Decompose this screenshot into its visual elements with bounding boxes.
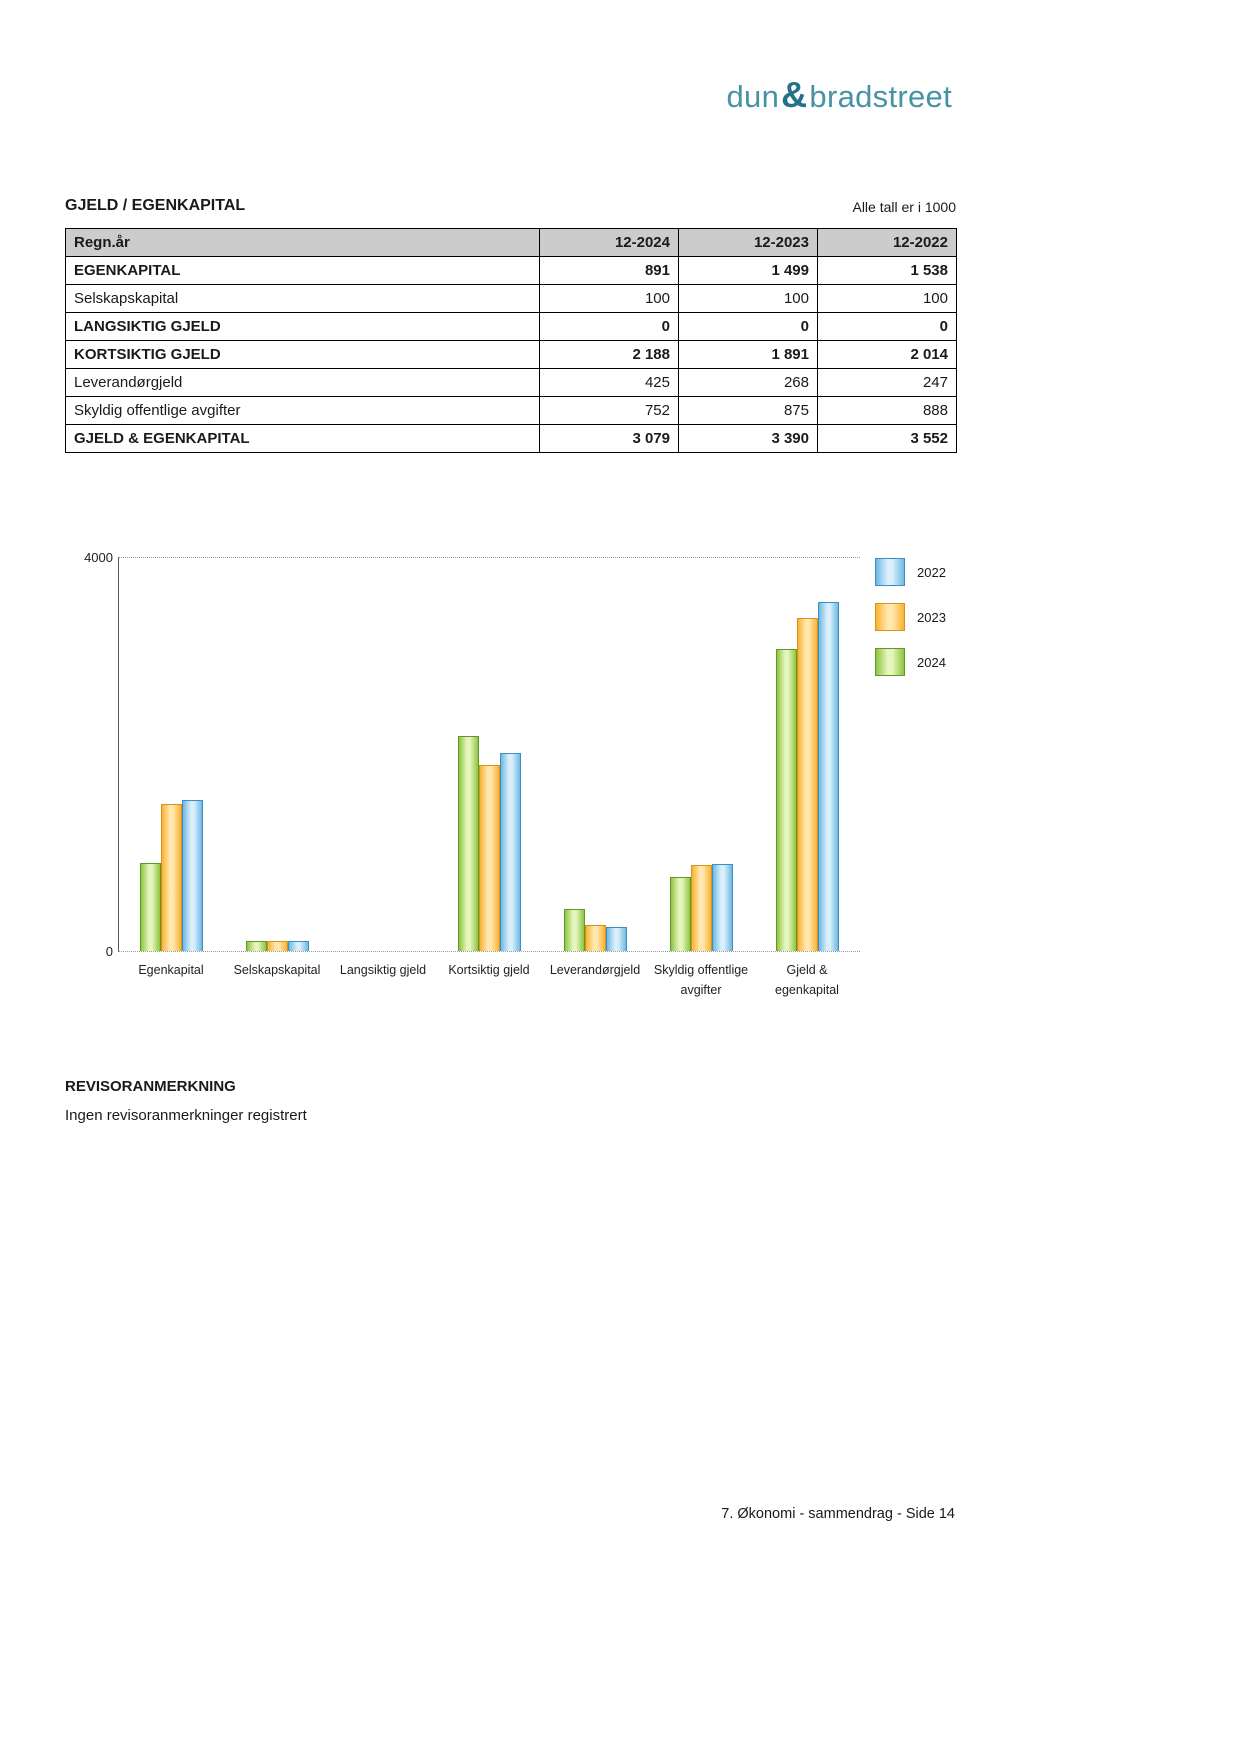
bar-2023 [691,865,712,951]
chart-plot [84,550,860,959]
category-label: Kortsiktig gjeld [448,963,530,977]
logo-bradstreet: bradstreet [809,79,952,114]
chart-legend [875,558,946,676]
legend-swatch-2022 [875,558,905,586]
bar-2022 [606,927,627,951]
row-value: 100 [818,285,957,313]
debt-equity-table [65,228,957,453]
bar-group [225,558,331,951]
legend-item-2022 [875,558,946,586]
page-footer: 7. Økonomi - sammendrag - Side 14 [721,1506,955,1522]
table-row-leverandorgjeld [66,369,957,397]
section-header [65,197,956,215]
category-label: Skyldig offentlige avgifter [653,963,749,997]
table-row-egenkapital [66,257,957,285]
row-value: 2 188 [540,341,679,369]
legend-swatch-2024 [875,648,905,676]
category-label: Egenkapital [138,963,204,977]
row-value: 3 552 [818,425,957,453]
bar-group [331,558,437,951]
dun-bradstreet-logo [726,74,952,116]
row-value: 888 [818,397,957,425]
bar-group [119,558,225,951]
row-label: Selskapskapital [66,285,540,313]
row-value: 1 891 [679,341,818,369]
row-value: 3 079 [540,425,679,453]
bar-group [542,558,648,951]
table-row-langsiktig-gjeld [66,313,957,341]
row-value: 2 014 [818,341,957,369]
category-label: Selskapskapital [233,963,321,977]
table-row-gjeld-egenkapital [66,425,957,453]
bar-2022 [500,753,521,951]
bar-2023 [267,941,288,951]
y-axis-min-label: 0 [105,944,113,959]
bar-2024 [458,736,479,951]
row-value: 752 [540,397,679,425]
row-value: 3 390 [679,425,818,453]
bar-2023 [161,804,182,951]
row-label: Leverandørgjeld [66,369,540,397]
row-label: GJELD & EGENKAPITAL [66,425,540,453]
bar-2023 [585,925,606,951]
legend-label-2022: 2022 [917,564,946,580]
revisor-heading: REVISORANMERKNING [65,1078,236,1095]
revisor-text: Ingen revisoranmerkninger registrert [65,1107,307,1124]
table-row-kortsiktig-gjeld [66,341,957,369]
row-value: 268 [679,369,818,397]
category-label: Langsiktig gjeld [339,963,427,977]
unit-note: Alle tall er i 1000 [852,199,956,215]
legend-item-2023 [875,603,946,631]
col-header-12-2022: 12-2022 [818,229,957,257]
category-label: Gjeld & egenkapital [775,963,839,997]
row-value: 0 [679,313,818,341]
y-axis-max-label: 4000 [84,550,113,565]
category-label: Leverandørgjeld [549,963,641,977]
legend-swatch-2023 [875,603,905,631]
row-value: 1 538 [818,257,957,285]
col-header-12-2024: 12-2024 [540,229,679,257]
row-value: 0 [818,313,957,341]
row-label: KORTSIKTIG GJELD [66,341,540,369]
bar-2022 [182,800,203,951]
row-value: 1 499 [679,257,818,285]
bar-2024 [140,863,161,951]
table-row-skyldig-offentlige-avgifter [66,397,957,425]
legend-label-2023: 2023 [917,609,946,625]
row-value: 425 [540,369,679,397]
bar-2023 [479,765,500,951]
bar-2022 [818,602,839,951]
row-label: LANGSIKTIG GJELD [66,313,540,341]
row-label: Skyldig offentlige avgifter [66,397,540,425]
bar-2024 [246,941,267,951]
bar-2024 [670,877,691,951]
chart-xlabels [118,960,860,1000]
row-value: 100 [679,285,818,313]
row-value: 891 [540,257,679,285]
bar-group [437,558,543,951]
table-header-row [66,229,957,257]
row-value: 247 [818,369,957,397]
table-row-selskapskapital [66,285,957,313]
bar-2022 [712,864,733,951]
bar-group [754,558,860,951]
bar-2024 [776,649,797,952]
logo-dun: dun [726,79,780,114]
bar-2024 [564,909,585,951]
row-label: EGENKAPITAL [66,257,540,285]
bar-2022 [288,941,309,951]
logo-ampersand-icon: & [781,74,808,115]
section-title: GJELD / EGENKAPITAL [65,197,246,214]
bar-2023 [797,618,818,951]
legend-label-2024: 2024 [917,654,946,670]
col-header-12-2023: 12-2023 [679,229,818,257]
col-header-regnar: Regn.år [66,229,540,257]
legend-item-2024 [875,648,946,676]
row-value: 875 [679,397,818,425]
bar-group [648,558,754,951]
row-value: 0 [540,313,679,341]
row-value: 100 [540,285,679,313]
